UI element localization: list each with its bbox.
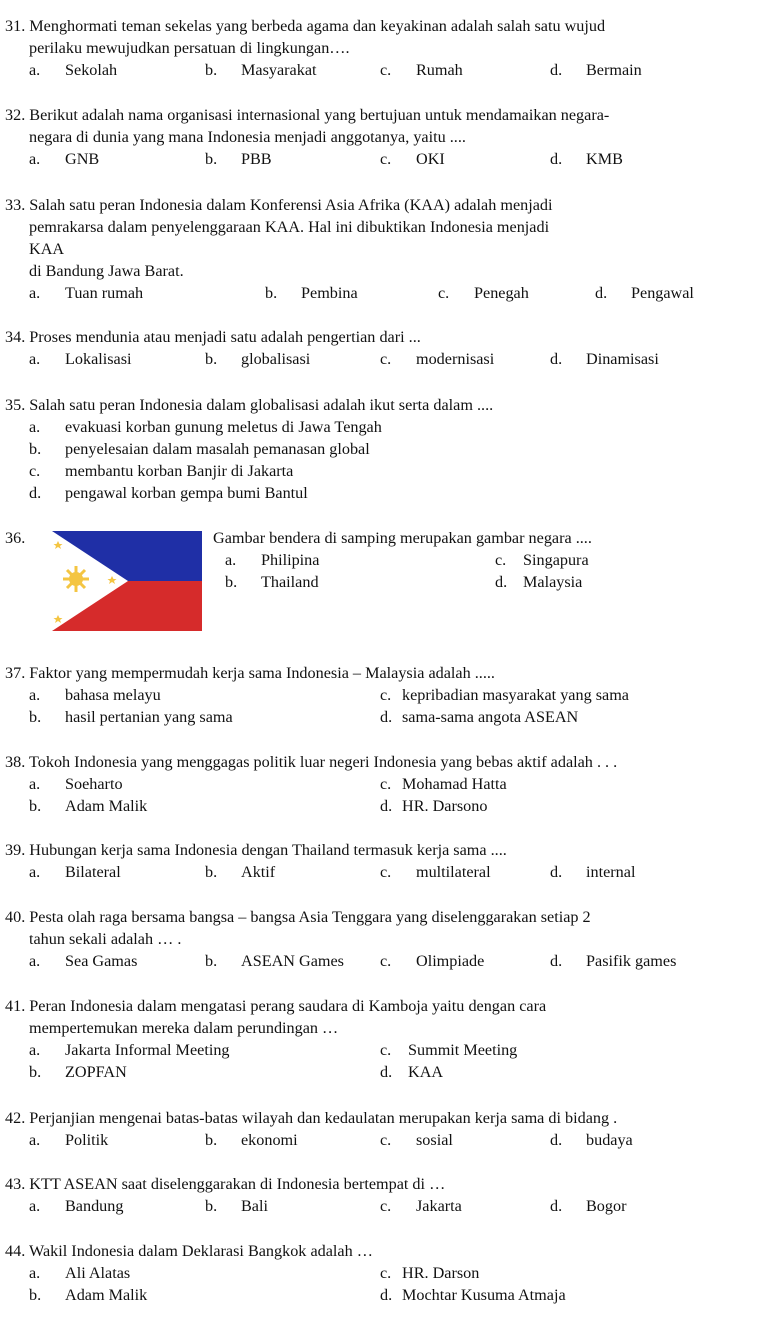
option-a[interactable]: a. Ali Alatas — [29, 1264, 131, 1282]
options-row — [5, 59, 750, 81]
question-number: 33. — [5, 196, 26, 214]
option-d[interactable]: d. Bermain — [550, 61, 642, 79]
option-c[interactable]: c. OKI — [380, 150, 445, 168]
question-stem: Tokoh Indonesia yang menggagas politik luar negeri Indonesia yang bebas aktif adalah . . . — [29, 753, 618, 771]
option-b[interactable]: b. hasil pertanian yang sama — [29, 708, 233, 726]
question-43 — [5, 1173, 750, 1217]
question-37 — [5, 662, 750, 728]
question-stem-cont: pemrakarsa dalam penyelenggaraan KAA. Hal ini dibuktikan Indonesia menjadi — [29, 218, 550, 236]
question-stem: Perjanjian mengenai batas-batas wilayah dan kedaulatan merupakan kerja sama di bidang . — [29, 1109, 618, 1127]
option-b[interactable]: b. penyelesaian dalam masalah pemanasan global — [29, 440, 370, 458]
question-number: 41. — [5, 997, 26, 1015]
option-b[interactable]: b. Thailand — [225, 573, 319, 591]
option-d[interactable]: d. internal — [550, 863, 636, 881]
option-d[interactable]: d. sama-sama angota ASEAN — [380, 708, 579, 726]
question-44 — [5, 1240, 750, 1306]
question-stem: Salah satu peran Indonesia dalam globalisasi adalah ikut serta dalam .... — [29, 396, 494, 414]
question-38 — [5, 751, 750, 817]
options-row — [5, 1284, 750, 1306]
option-c[interactable]: c. Rumah — [380, 61, 463, 79]
question-stem: Faktor yang mempermudah kerja sama Indonesia – Malaysia adalah ..... — [29, 664, 495, 682]
question-41 — [5, 995, 750, 1083]
option-b[interactable]: b. PBB — [205, 150, 272, 168]
option-a[interactable]: a. evakuasi korban gunung meletus di Jawa Tengah — [29, 418, 382, 436]
option-b[interactable]: b. Pembina — [265, 284, 358, 302]
option-b[interactable]: b. ASEAN Games — [205, 952, 344, 970]
question-number: 31. — [5, 17, 26, 35]
option-a[interactable]: a. GNB — [29, 150, 100, 168]
options-row — [5, 861, 750, 883]
question-stem: KTT ASEAN saat diselenggarakan di Indonesia bertempat di … — [29, 1175, 446, 1193]
question-number: 40. — [5, 908, 26, 926]
options-row — [5, 148, 750, 170]
options-row — [5, 1262, 750, 1284]
option-d[interactable]: d. Dinamisasi — [550, 350, 659, 368]
question-39 — [5, 839, 750, 883]
option-c[interactable]: c. Mohamad Hatta — [380, 775, 507, 793]
question-32 — [5, 104, 750, 170]
option-c[interactable]: c. kepribadian masyarakat yang sama — [380, 686, 629, 704]
question-stem-cont: perilaku mewujudkan persatuan di lingkungan…. — [29, 39, 350, 57]
question-stem: Proses mendunia atau menjadi satu adalah pengertian dari ... — [29, 328, 421, 346]
question-stem: Berikut adalah nama organisasi internasional yang bertujuan untuk mendamaikan negara- — [29, 106, 610, 124]
question-stem: Salah satu peran Indonesia dalam Konferensi Asia Afrika (KAA) adalah menjadi — [29, 196, 553, 214]
option-a[interactable]: a. Philipina — [225, 551, 320, 569]
option-b[interactable]: b. Adam Malik — [29, 797, 148, 815]
options-row — [5, 950, 750, 972]
option-c[interactable]: c. membantu korban Banjir di Jakarta — [29, 462, 294, 480]
options-row — [5, 1129, 750, 1151]
option-d[interactable]: d. Pasifik games — [550, 952, 677, 970]
question-number: 32. — [5, 106, 26, 124]
option-c[interactable]: c. sosial — [380, 1131, 453, 1149]
option-a[interactable]: a. Bilateral — [29, 863, 121, 881]
question-stem-cont: tahun sekali adalah … . — [29, 930, 182, 948]
question-number: 43. — [5, 1175, 26, 1193]
options-row — [5, 795, 750, 817]
option-c[interactable]: c. Olimpiade — [380, 952, 485, 970]
option-b[interactable]: b. Bali — [205, 1197, 268, 1215]
option-b[interactable]: b. Aktif — [205, 863, 276, 881]
option-d[interactable]: d. HR. Darsono — [380, 797, 488, 815]
option-d[interactable]: d. KAA — [380, 1063, 444, 1081]
option-a[interactable]: a. Jakarta Informal Meeting — [29, 1041, 230, 1059]
option-d[interactable]: d. Malaysia — [495, 573, 583, 591]
question-stem: Peran Indonesia dalam mengatasi perang saudara di Kamboja yaitu dengan cara — [29, 997, 547, 1015]
option-a[interactable]: a. Lokalisasi — [29, 350, 132, 368]
option-a[interactable]: a. Soeharto — [29, 775, 123, 793]
option-a[interactable]: a. Politik — [29, 1131, 109, 1149]
options-row — [5, 773, 750, 795]
question-number: 44. — [5, 1242, 26, 1260]
options-row — [5, 1195, 750, 1217]
option-c[interactable]: c. Penegah — [438, 284, 529, 302]
option-a[interactable]: a. Tuan rumah — [29, 284, 144, 302]
option-d[interactable]: d. Pengawal — [595, 284, 694, 302]
question-number: 42. — [5, 1109, 26, 1127]
option-b[interactable]: b. globalisasi — [205, 350, 311, 368]
question-stem: Gambar bendera di samping merupakan gambar negara .... — [213, 529, 592, 547]
option-c[interactable]: c. Singapura — [495, 551, 589, 569]
option-c[interactable]: c. HR. Darson — [380, 1264, 480, 1282]
question-number: 36. — [5, 529, 26, 547]
option-b[interactable]: b. Adam Malik — [29, 1286, 148, 1304]
question-number: 35. — [5, 396, 26, 414]
options-row — [5, 1061, 750, 1083]
option-c[interactable]: c. Jakarta — [380, 1197, 462, 1215]
options-row — [5, 684, 750, 706]
question-number: 34. — [5, 328, 26, 346]
question-stem-cont: KAA — [29, 240, 65, 258]
option-b[interactable]: b. Masyarakat — [205, 61, 317, 79]
option-c[interactable]: c. Summit Meeting — [380, 1041, 518, 1059]
question-31 — [5, 15, 750, 81]
question-number: 39. — [5, 841, 26, 859]
option-d[interactable]: d. budaya — [550, 1131, 633, 1149]
question-number: 37. — [5, 664, 26, 682]
question-stem-cont: di Bandung Jawa Barat. — [29, 262, 184, 280]
option-d[interactable]: d. Bogor — [550, 1197, 627, 1215]
question-stem-cont: mempertemukan mereka dalam perundingan … — [29, 1019, 339, 1037]
option-b[interactable]: b. ZOPFAN — [29, 1063, 127, 1081]
options-row — [5, 282, 750, 304]
option-d[interactable]: d. Mochtar Kusuma Atmaja — [380, 1286, 566, 1304]
option-b[interactable]: b. ekonomi — [205, 1131, 298, 1149]
options-row — [5, 1039, 750, 1061]
option-a[interactable]: a. Sekolah — [29, 61, 118, 79]
option-c[interactable]: c. modernisasi — [380, 350, 495, 368]
question-number: 38. — [5, 753, 26, 771]
option-c[interactable]: c. multilateral — [380, 863, 491, 881]
question-33 — [5, 194, 750, 304]
question-stem: Hubungan kerja sama Indonesia dengan Thailand termasuk kerja sama .... — [29, 841, 507, 859]
option-a[interactable]: a. Bandung — [29, 1197, 124, 1215]
options-row — [5, 348, 750, 370]
options-row — [5, 706, 750, 728]
option-a[interactable]: a. Sea Gamas — [29, 952, 138, 970]
question-40 — [5, 906, 750, 972]
question-stem-cont: negara di dunia yang mana Indonesia menjadi anggotanya, yaitu .... — [29, 128, 466, 146]
question-stem: Pesta olah raga bersama bangsa – bangsa Asia Tenggara yang diselenggarakan setiap 2 — [29, 908, 591, 926]
question-35 — [5, 394, 750, 504]
question-stem: Wakil Indonesia dalam Deklarasi Bangkok adalah … — [29, 1242, 373, 1260]
question-42 — [5, 1107, 750, 1151]
option-d[interactable]: d. pengawal korban gempa bumi Bantul — [29, 484, 308, 502]
option-a[interactable]: a. bahasa melayu — [29, 686, 161, 704]
option-d[interactable]: d. KMB — [550, 150, 623, 168]
question-34 — [5, 326, 750, 370]
question-stem: Menghormati teman sekelas yang berbeda agama dan keyakinan adalah salah satu wujud — [29, 17, 606, 35]
philippines-flag-image — [52, 531, 202, 631]
